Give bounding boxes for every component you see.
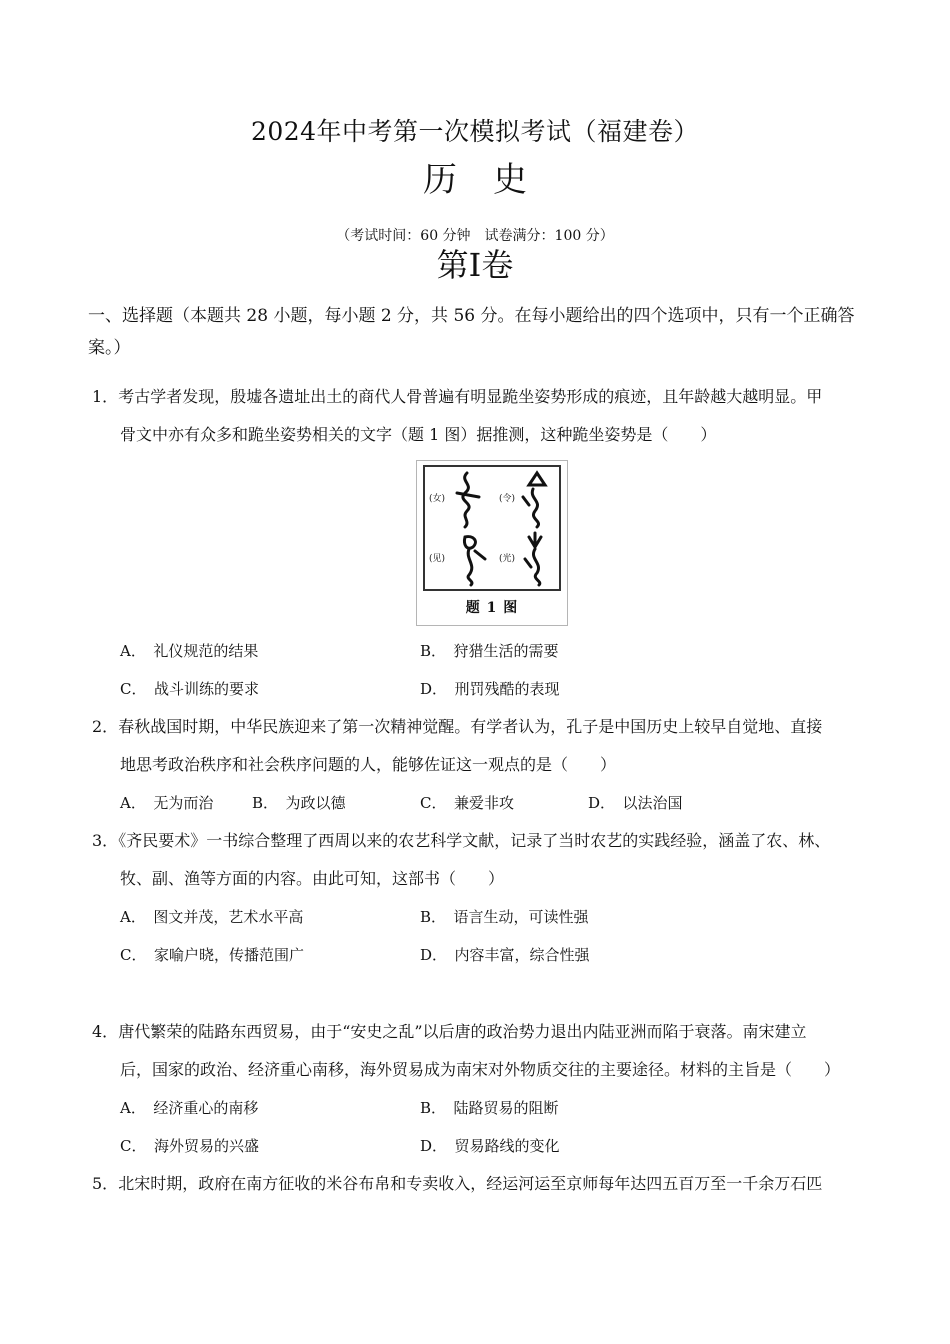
question-text: 唐代繁荣的陆路东西贸易，由于“安史之乱”以后唐的政治势力退出内陆亚洲而陷于衰落。南宋建立 [118,1022,807,1041]
oracle-glyphs [425,467,559,589]
exam-title: 2024年中考第一次模拟考试（福建卷） [250,117,700,146]
question-number: 5． [92,1174,119,1193]
glyph-stroke [468,549,472,585]
option-a[interactable]: A． 经济重心的南移 [120,1099,259,1117]
glyph-stroke [523,497,529,505]
figure-label: (见) [429,554,446,564]
option-c[interactable]: C． 战斗训练的要求 [120,680,259,698]
option-a[interactable]: A． 无为而治 [120,794,214,812]
figure-label: (光) [499,554,516,564]
glyph-stroke [525,559,531,567]
question-text: 考古学者发现，殷墟各遗址出土的商代人骨普遍有明显跪坐姿势形成的痕迹，且年龄越大越明显。甲 [118,387,823,406]
glyph-stroke [464,537,475,549]
exam-meta: （考试时间：60 分钟 试卷满分：100 分） [336,228,614,244]
figure-label: (女) [429,494,446,504]
question-1 [92,378,872,416]
question-5 [92,1165,872,1203]
question-number: 4． [92,1022,119,1041]
glyph-stroke [475,551,485,559]
option-c[interactable]: C． 家喻户晓，传播范围广 [120,946,304,964]
option-c[interactable]: C． 兼爱非攻 [420,794,514,812]
question-text: 春秋战国时期，中华民族迎来了第一次精神觉醒。有学者认为，孔子是中国历史上较早自觉地、直接 [118,717,823,736]
volume-title: 第Ⅰ卷 [436,246,514,284]
question-text: 北宋时期，政府在南方征收的米谷布帛和专卖收入，经运河运至京师每年达四五百万至一千余万石匹 [118,1174,823,1193]
glyph-stroke [463,473,469,527]
option-d[interactable]: D． 内容丰富，综合性强 [420,946,590,964]
question-text: 《齐民要术》一书综合整理了西周以来的农艺科学文献，记录了当时农艺的实践经验，涵盖了农、林、 [118,831,831,850]
figure-label: (令) [499,494,516,504]
option-d[interactable]: D． 贸易路线的变化 [420,1137,560,1155]
option-b[interactable]: B． 陆路贸易的阻断 [420,1099,559,1117]
subject-title: 历史 [423,160,563,200]
glyph-stroke [533,549,539,585]
option-c[interactable]: C． 海外贸易的兴盛 [120,1137,259,1155]
question-4-line2: 后，国家的政治、经济重心南移，海外贸易成为南宋对外物质交往的主要途径。材料的主旨是（ ） [120,1060,841,1079]
option-b[interactable]: B． 狩猎生活的需要 [420,642,559,660]
option-a[interactable]: A． 图文并茂，艺术水平高 [120,908,304,926]
option-b[interactable]: B． 语言生动，可读性强 [420,908,589,926]
question-2 [92,708,872,746]
option-b[interactable]: B． 为政以德 [252,794,346,812]
option-d[interactable]: D． 刑罚残酷的表现 [420,680,560,698]
question-3 [92,822,872,860]
figure-caption: 题 1 图 [465,600,519,616]
question-3-line2: 牧、副、渔等方面的内容。由此可知，这部书（ ） [120,869,505,888]
question-4 [92,1013,872,1051]
glyph-stroke [532,489,538,527]
glyph-stroke [529,473,545,485]
option-a[interactable]: A． 礼仪规范的结果 [120,642,259,660]
glyph-stroke [529,533,541,547]
glyph-stroke [457,493,479,497]
question-1-line2: 骨文中亦有众多和跪坐姿势相关的文字（题 1 图）据推测，这种跪坐姿势是（ ） [120,425,717,444]
figure-frame [423,465,561,591]
question-2-line2: 地思考政治秩序和社会秩序问题的人，能够佐证这一观点的是（ ） [120,755,617,774]
oracle-bone-figure [416,460,568,626]
section-heading: 一、选择题（本题共 28 小题，每小题 2 分，共 56 分。在每小题给出的四个选项中，只有一个正确答案。） [88,306,855,358]
question-number: 2． [92,717,119,736]
question-number: 1． [92,387,119,406]
question-number: 3． [92,831,119,850]
option-d[interactable]: D． 以法治国 [588,794,683,812]
